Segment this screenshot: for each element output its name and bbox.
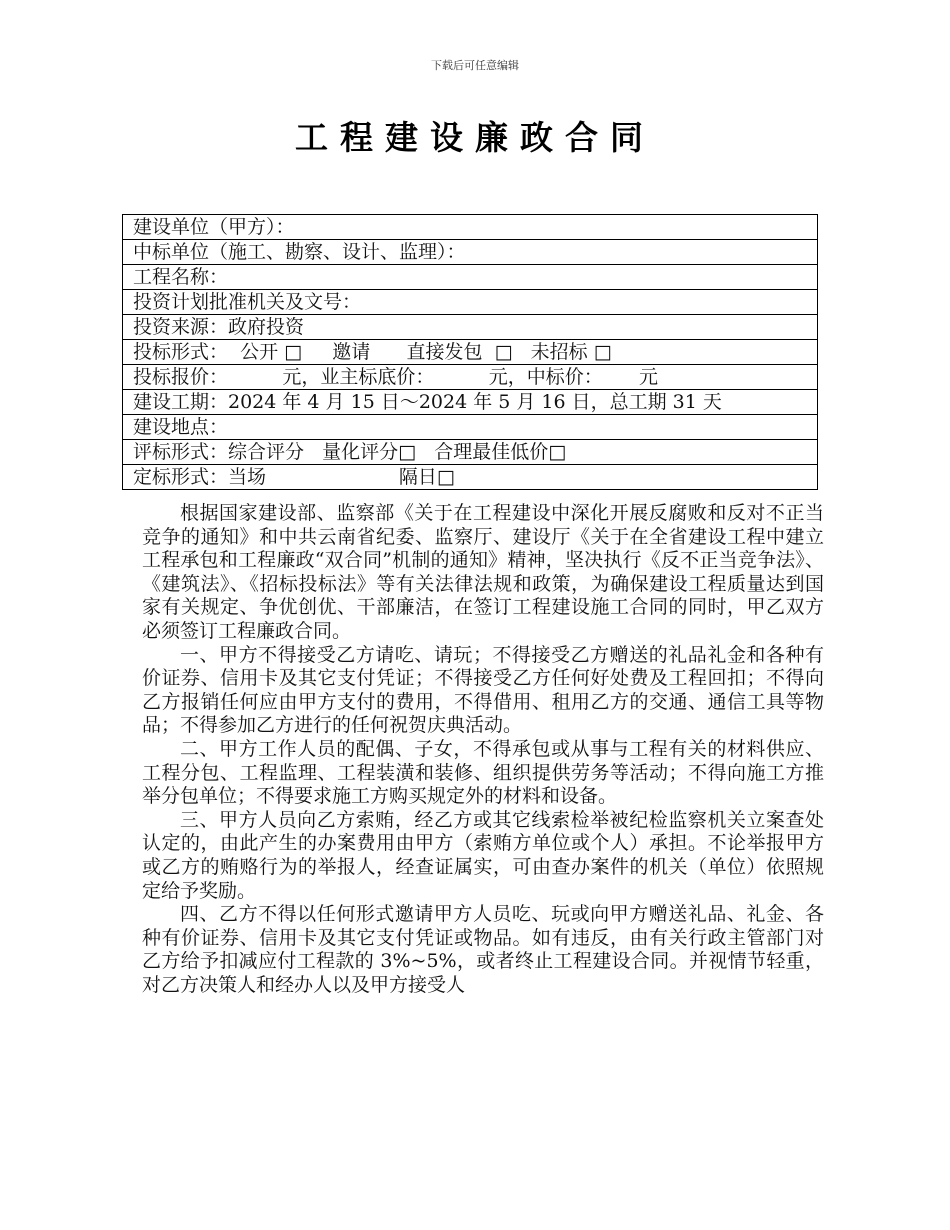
table-row bbox=[123, 215, 818, 240]
paragraph-clause-2: 二、甲方工作人员的配偶、子女，不得承包或从事与工程有关的材料供应、工程分包、工程监理、工程装潢和装修、组织提供劳务等活动；不得向施工方推举分包单位；不得要求施工方购买规定外的材料和设备。 bbox=[142, 737, 824, 808]
table-row bbox=[123, 390, 818, 415]
table-row bbox=[123, 340, 818, 365]
table-row bbox=[123, 465, 818, 490]
contract-info-table bbox=[122, 214, 818, 490]
info-construction-period: 建设工期：2024 年 4 月 15 日～2024 年 5 月 16 日，总工期 31 天 bbox=[123, 390, 818, 415]
table-row bbox=[123, 315, 818, 340]
info-evaluation-form: 评标形式：综合评分 量化评分□ 合理最佳低价□ bbox=[123, 440, 818, 465]
table-row bbox=[123, 415, 818, 440]
info-winning-bidder: 中标单位（施工、勘察、设计、监理）： bbox=[123, 240, 818, 265]
table-row bbox=[123, 265, 818, 290]
paragraph-clause-4: 四、乙方不得以任何形式邀请甲方人员吃、玩或向甲方赠送礼品、礼金、各种有价证券、信用卡及其它支付凭证或物品。如有违反，由有关行政主管部门对乙方给予扣减应付工程款的 3%~5%，或者终止工程建设合同。并视情节轻重，对乙方决策人和经办人以及甲方接受人 bbox=[142, 903, 824, 996]
info-owner: 建设单位（甲方）： bbox=[123, 215, 818, 240]
info-funding-source: 投资来源：政府投资 bbox=[123, 315, 818, 340]
info-award-form: 定标形式：当场 隔日□ bbox=[123, 465, 818, 490]
contract-body bbox=[142, 502, 824, 997]
paragraph-preamble: 根据国家建设部、监察部《关于在工程建设中深化开展反腐败和反对不正当竞争的通知》和中共云南省纪委、监察厅、建设厅《关于在全省建设工程中建立工程承包和工程廉政“双合同”机制的通知》精神，坚决执行《反不正当竞争法》、《建筑法》、《招标投标法》等有关法律法规和政策，为确保建设工程质量达到国家有关规定、争优创优、干部廉洁，在签订工程建设施工合同的同时，甲乙双方必须签订工程廉政合同。 bbox=[142, 502, 824, 642]
table-row bbox=[123, 440, 818, 465]
info-approval-authority: 投资计划批准机关及文号： bbox=[123, 290, 818, 315]
info-bid-form: 投标形式： 公开 □ 邀请 直接发包 □ 未招标 □ bbox=[123, 340, 818, 365]
table-row bbox=[123, 240, 818, 265]
document-title: 工程建设廉政合同 bbox=[295, 118, 655, 157]
table-row bbox=[123, 365, 818, 390]
info-site: 建设地点： bbox=[123, 415, 818, 440]
info-project-name: 工程名称： bbox=[123, 265, 818, 290]
paragraph-clause-1: 一、甲方不得接受乙方请吃、请玩；不得接受乙方赠送的礼品礼金和各种有价证券、信用卡及其它支付凭证；不得接受乙方任何好处费及工程回扣；不得向乙方报销任何应由甲方支付的费用，不得借用、租用乙方的交通、通信工具等物品；不得参加乙方进行的任何祝贺庆典活动。 bbox=[142, 643, 824, 737]
table-row bbox=[123, 290, 818, 315]
header-note: 下载后可任意编辑 bbox=[431, 59, 519, 72]
info-bid-price: 投标报价： 元，业主标底价： 元，中标价： 元 bbox=[123, 365, 818, 390]
paragraph-clause-3: 三、甲方人员向乙方索贿，经乙方或其它线索检举被纪检监察机关立案查处认定的，由此产生的办案费用由甲方（索贿方单位或个人）承担。不论举报甲方或乙方的贿赂行为的举报人，经查证属实，可由查办案件的机关（单位）依照规定给予奖励。 bbox=[142, 808, 824, 902]
